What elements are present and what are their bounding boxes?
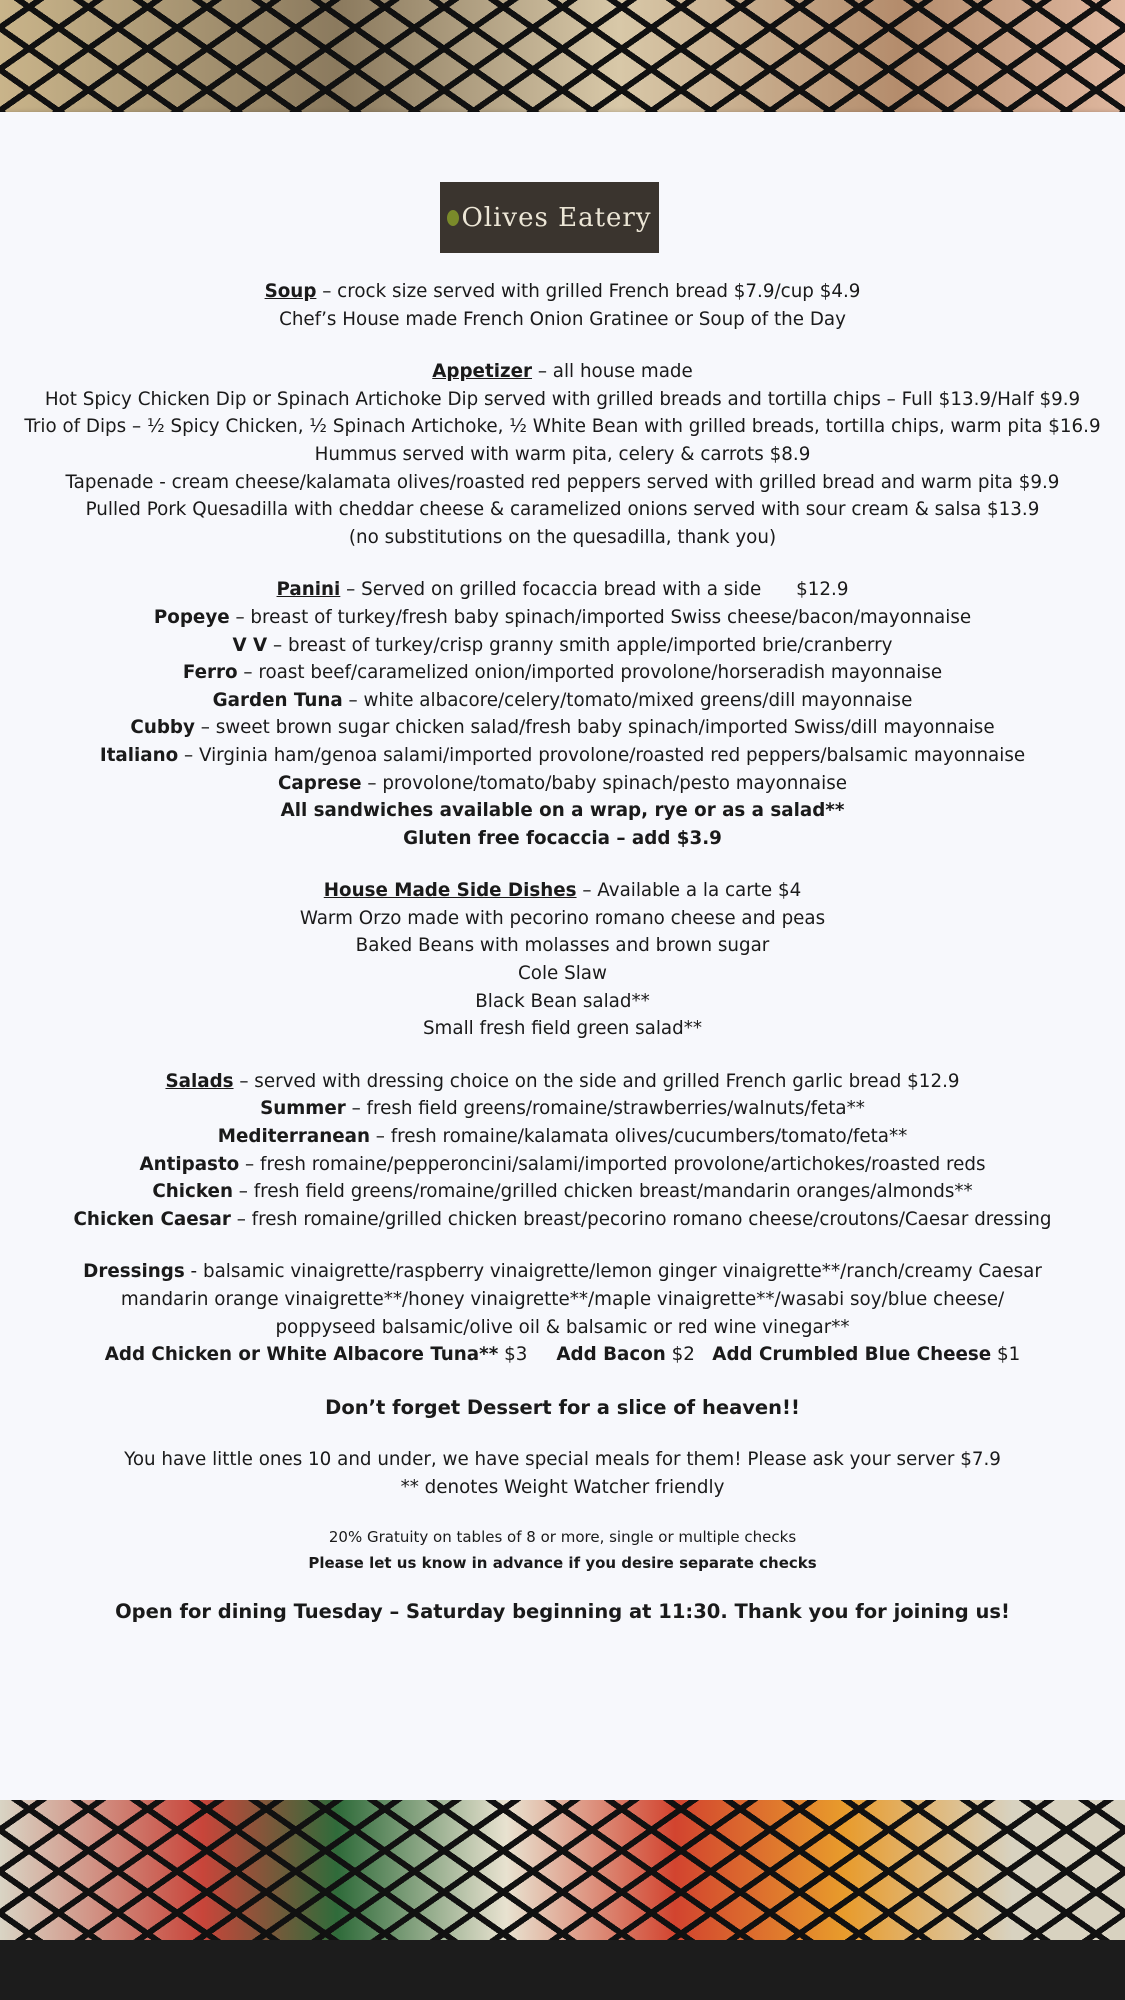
- side-item: Black Bean salad**: [475, 990, 650, 1012]
- hours-line: Open for dining Tuesday – Saturday beginning at 11:30. Thank you for joining us!: [115, 1599, 1010, 1623]
- salad-item: Mediterranean – fresh romaine/kalamata olives/cucumbers/tomato/feta**: [217, 1126, 908, 1148]
- logo-text: Olives Eatery: [461, 202, 652, 233]
- dressings-line-3: poppyseed balsamic/olive oil & balsamic or red wine vinegar**: [275, 1316, 850, 1338]
- add-ons-line: Add Chicken or White Albacore Tuna** $3 Add Bacon $2 Add Crumbled Blue Cheese $1: [104, 1344, 1021, 1366]
- panini-gluten-note: Gluten free focaccia – add $3.9: [403, 827, 722, 849]
- olive-icon: [447, 210, 459, 226]
- appetizer-item: Hummus served with warm pita, celery & carrots $8.9: [314, 443, 811, 465]
- appetizer-item: Hot Spicy Chicken Dip or Spinach Artichoke Dip served with grilled breads and tortilla chips – Full $13.9/Half $9.9: [44, 388, 1081, 410]
- panini-item: Italiano – Virginia ham/genoa salami/imported provolone/roasted red peppers/balsamic mayonnaise: [99, 744, 1026, 766]
- panini-desc: – Served on grilled focaccia bread with a side $12.9: [340, 579, 849, 601]
- salad-item: Chicken Caesar – fresh romaine/grilled chicken breast/pecorino romano cheese/croutons/Caesar dressing: [73, 1208, 1052, 1230]
- appetizer-item: Pulled Pork Quesadilla with cheddar cheese & caramelized onions served with sour cream & salsa $13.9: [85, 499, 1040, 521]
- side-item: Small fresh field green salad**: [422, 1018, 703, 1040]
- salads-desc: – served with dressing choice on the side and grilled French garlic bread $12.9: [233, 1070, 960, 1092]
- sides-desc: – Available a la carte $4: [576, 880, 802, 902]
- table-mesh-top: [0, 0, 1125, 115]
- side-item: Baked Beans with molasses and brown sugar: [355, 935, 770, 957]
- appetizer-heading: Appetizer: [432, 361, 533, 383]
- sides-line: [0, 877, 1125, 905]
- appetizer-item: Trio of Dips – ½ Spicy Chicken, ½ Spinach Artichoke, ½ White Bean with grilled breads, tortilla chips, warm pita $16.9: [24, 416, 1101, 438]
- appetizer-desc: – all house made: [532, 361, 693, 383]
- panini-item: Caprese – provolone/tomato/baby spinach/pesto mayonnaise: [278, 772, 847, 794]
- panini-item: V V – breast of turkey/crisp granny smith apple/imported brie/cranberry: [232, 634, 893, 656]
- table-mesh-bottom: [0, 1800, 1125, 2000]
- dessert-line: Don’t forget Dessert for a slice of heaven!!: [325, 1395, 800, 1419]
- salads-heading: Salads: [165, 1070, 234, 1092]
- dressings-line: Dressings - balsamic vinaigrette/raspberry vinaigrette/lemon ginger vinaigrette**/ranch/creamy Caesar: [83, 1261, 1042, 1283]
- olives-eatery-logo: [440, 182, 659, 253]
- sides-heading: House Made Side Dishes: [323, 880, 577, 902]
- salad-item: Antipasto – fresh romaine/pepperoncini/salami/imported provolone/artichokes/roasted reds: [139, 1153, 986, 1175]
- salads-line: [0, 1068, 1125, 1096]
- panini-item: Ferro – roast beef/caramelized onion/imported provolone/horseradish mayonnaise: [182, 662, 943, 684]
- gratuity-note: 20% Gratuity on tables of 8 or more, single or multiple checks: [328, 1527, 797, 1546]
- panini-item: Garden Tuna – white albacore/celery/tomato/mixed greens/dill mayonnaise: [212, 689, 913, 711]
- soup-heading: Soup: [264, 281, 317, 302]
- weight-watcher-note: ** denotes Weight Watcher friendly: [400, 1476, 725, 1498]
- side-item: Warm Orzo made with pecorino romano cheese and peas: [299, 907, 826, 929]
- soup-line-2: Chef’s House made French Onion Gratinee or Soup of the Day: [279, 308, 846, 330]
- side-item: Cole Slaw: [518, 963, 607, 985]
- soup-line: [0, 278, 1125, 306]
- soup-desc: – crock size served with grilled French bread $7.9/cup $4.9: [316, 281, 861, 302]
- appetizer-note: (no substitutions on the quesadilla, thank you): [348, 526, 777, 548]
- separate-checks-note: Please let us know in advance if you desire separate checks: [308, 1553, 817, 1572]
- panini-heading: Panini: [276, 579, 341, 601]
- panini-item: Popeye – breast of turkey/fresh baby spinach/imported Swiss cheese/bacon/mayonnaise: [153, 606, 972, 628]
- appetizer-item: Tapenade - cream cheese/kalamata olives/roasted red peppers served with grilled bread and warm pita $9.9: [65, 471, 1060, 493]
- salad-item: Chicken – fresh field greens/romaine/grilled chicken breast/mandarin oranges/almonds**: [152, 1181, 973, 1203]
- appetizer-line: [0, 358, 1125, 386]
- dressings-line-2: mandarin orange vinaigrette**/honey vinaigrette**/maple vinaigrette**/wasabi soy/blue cheese/: [120, 1289, 1005, 1310]
- panini-note: All sandwiches available on a wrap, rye or as a salad**: [280, 800, 845, 822]
- panini-line: [0, 576, 1125, 604]
- dressings-heading: Dressings: [83, 1261, 185, 1283]
- menu-content: [0, 278, 1125, 1625]
- panini-item: Cubby – sweet brown sugar chicken salad/fresh baby spinach/imported Swiss/dill mayonnaise: [130, 717, 995, 739]
- kids-meal-line: You have little ones 10 and under, we have special meals for them! Please ask your server $7.9: [124, 1449, 1001, 1471]
- salad-item: Summer – fresh field greens/romaine/strawberries/walnuts/feta**: [260, 1098, 865, 1120]
